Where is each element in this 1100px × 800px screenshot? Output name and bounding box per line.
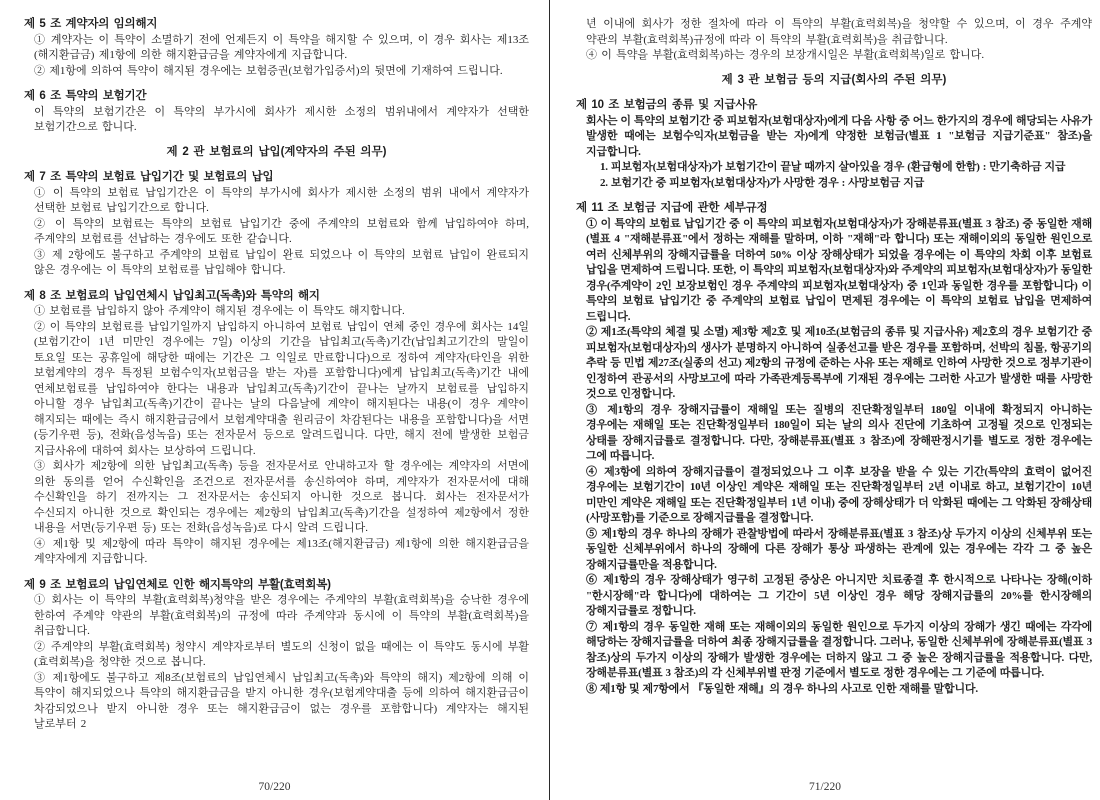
article-heading-10: 제 10 조 보험금의 종류 및 지급사유 [576,99,758,111]
article-heading-11: 제 11 조 보험금 지급에 관한 세부규정 [576,202,768,214]
paragraph: ③ 제1항에도 불구하고 제8조(보험료의 납입연체시 납입최고(독촉)와 특약의 해지) 제2항에 의해 이 특약이 해지되었으나 특약의 해지환급금을 받지 아니한 경우(보험계약대출 등에 의하여 해지환급금이 차감되었으나 받지 아니한 경우 또는 해지환급금이 없는 경우를 포함합니다) 계약자는 해지된 날로부터 2 [34,671,529,730]
list-item: 1. 피보험자(보험대상자)가 보험기간이 끝날 때까지 살아있을 경우 (환급형에 한함) : 만기축하금 지급 [600,161,1066,173]
article-heading-7: 제 7 조 특약의 보험료 납입기간 및 보험료의 납입 [24,171,274,183]
paragraph: 이 특약의 보험기간은 이 특약의 부가시에 회사가 제시한 소정의 범위내에서 계약자가 선택한 보험기간으로 합니다. [34,105,529,133]
paragraph: ③ 회사가 제2항에 의한 납입최고(독촉) 등을 전자문서로 안내하고자 할 경우에는 계약자의 서면에 의한 동의를 얻어 수신확인을 조건으로 전자문서를 송신하여야 하며, 계약자가 전자문서에 대해 수신확인을 하기 전까지는 그 전자문서는 송신되지 아니한 것으로 봅니다. 회사는 전자문서가 수신되지 아니한 것으로 확인되는 경우에는 제2항의 납입최고(독촉)기간을 설정하여 제2항에서 정한 내용을 서면(등기우편 등) 또는 전화(음성녹음)로 다시 알려 드립니다. [34,460,529,534]
paragraph: ① 계약자는 이 특약이 소멸하기 전에 언제든지 이 특약을 해지할 수 있으며, 이 경우 회사는 제13조(해지환급금) 제1항에 의한 해지환급금을 계약자에게 지급합니다. [34,33,529,61]
paragraph-continuation: 년 이내에 회사가 정한 절차에 따라 이 특약의 부활(효력회복)을 청약할 수 있으며, 이 경우 주계약 약관의 부활(효력회복)규정에 따라 이 특약의 부활(효력회복)을 취급합니다. [586,18,1092,46]
paragraph: ① 이 특약의 보험료 납입기간은 이 특약의 부가시에 회사가 제시한 소정의 범위 내에서 계약자가 선택한 보험료 납입기간으로 합니다. [34,186,529,214]
paragraph: ③ 제1항의 경우 장해지급률이 재해일 또는 질병의 진단확정일부터 180일 이내에 확정되지 아니하는 경우에는 재해일 또는 진단확정일부터 180일이 되는 날의 의사 진단에 기초하여 고정될 것으로 인정되는 상태를 장해지급률로 결정합니다. 다만, 장해분류표(별표 3 참조)에 장해판정시기를 별도로 정한 경우에는 그에 따릅니다. [586,403,1092,462]
paragraph: ③ 제 2항에도 불구하고 주계약의 보험료 납입이 완료 되었으나 이 특약의 보험료 납입이 완료되지 않은 경우에는 이 특약의 보험료를 납입해야 합니다. [34,248,529,276]
article-heading-6: 제 6 조 특약의 보험기간 [24,90,147,102]
paragraph: ⑥ 제1항의 경우 장해상태가 영구히 고정된 증상은 아니지만 치료종결 후 한시적으로 나타나는 장해(이하 "한시장해"라 합니다)에 대하여는 그 기간이 5년 이상인 경우 해당 장해지급률의 20%를 한시장해의 장해지급률로 정합니다. [586,574,1092,617]
paragraph: ④ 제1항 및 제2항에 따라 특약이 해지된 경우에는 제13조(해지환급금) 제1항에 의한 해지환급금을 계약자에게 지급합니다. [34,537,529,565]
paragraph: ④ 제3항에 의하여 장해지급률이 결정되었으나 그 이후 보장을 받을 수 있는 기간(특약의 효력이 없어진 경우에는 보험기간이 10년 이상인 계약은 재해일 또는 진단확정일부터 2년 이내로 하고, 보험기간이 10년 미만인 계약은 재해일 또는 진단확정일부터 1년 이내) 중에 장해상태가 더 악화된 때에는 그 악화된 장해상태(사망포함)를 기준으로 장해지급률을 결정합니다. [586,465,1092,524]
paragraph: ⑧ 제1항 및 제7항에서 『동일한 재해』의 경우 하나의 사고로 인한 재해를 말합니다. [586,682,978,695]
article-heading-9: 제 9 조 보험료의 납입연체로 인한 해지특약의 부활(효력회복) [24,578,331,591]
part-heading-3: 제 3 관 보험금 등의 지급(회사의 주된 의무) [721,73,947,86]
part-heading-2: 제 2 관 보험료의 납입(계약자의 주된 의무) [166,145,387,158]
paragraph: ② 이 특약의 보험료를 납입기일까지 납입하지 아니하여 보험료 납입이 연체 중인 경우에 회사는 14일(보험기간이 1년 미만인 경우에는 7일) 이상의 기간을 납입최고(독촉)기간(납입최고기간의 말일이 토요일 또는 공휴일에 해당한 때에는 기간은 그 익일로 만료합니다)으로 정하여 계약자(타인을 위한 보험계약의 경우 특정된 보험수익자(보험금을 받는 자)를 포함합니다)에게 납입최고(독촉)기간 내에 연체보험료를 납입하여야 한다는 내용과 납입최고(독촉)기간이 끝나는 날까지 보험료를 납입하지 아니할 경우 납입최고(독촉)기간이 끝나는 날의 다음날에 계약이 해지된다는 내용(이 경우 계약이 해지되는 때에는 즉시 해지환급금에서 보험계약대출 원리금이 차감된다는 내용을 포함합니다)을 서면(등기우편 등), 전화(음성녹음) 또는 전자문서 등으로 알려드립니다. 다만, 해지 전에 발생한 보험금 지급사유에 대하여 회사는 보상하여 드립니다. [34,320,529,457]
list-item: 2. 보험기간 중 피보험자(보험대상자)가 사망한 경우 : 사망보험금 지급 [600,176,925,189]
paragraph: 회사는 이 특약의 보험기간 중 피보험자(보험대상자)에게 다음 사항 중 어느 한가지의 경우에 해당되는 사유가 발생한 때에는 보험수익자(보험금을 받는 자)에게 약정한 보험금(별표 1 "보험금 지급기준표" 참조)을 지급합니다. [586,114,1092,158]
article-heading-5: 제 5 조 계약자의 임의해지 [24,18,158,30]
paragraph: ① 회사는 이 특약의 부활(효력회복)청약을 받은 경우에는 주계약의 부활(효력회복)을 승낙한 경우에 한하여 주계약 약관의 부활(효력회복)의 규정에 따라 주계약과 동시에 이 특약의 부활(효력회복)을 취급합니다. [34,594,529,637]
paragraph: ② 제1조(특약의 체결 및 소멸) 제3항 제2호 및 제10조(보험금의 종류 및 지급사유) 제2호의 경우 보험기간 중 피보험자(보험대상자)의 생사가 분명하지 아니하여 실종선고를 받은 경우를 포함하며, 선박의 침몰, 항공기의 추락 등 민법 제27조(실종의 선고) 제2항의 규정에 준하는 사유 또는 재해로 인하여 사망한 것으로 정부기관이 인정하여 관공서의 사망보고에 따라 가족관계등록부에 기재된 경우에는 그러한 사고가 발생한 때를 사망한 것으로 인정합니다. [586,326,1092,400]
paragraph: ② 제1항에 의하여 특약이 해지된 경우에는 보험증권(보험가입증서)의 뒷면에 기재하여 드립니다. [34,64,503,77]
paragraph: ⑤ 제1항의 경우 하나의 장해가 관찰방법에 따라서 장해분류표(별표 3 참조)상 두가지 이상의 신체부위 또는 동일한 신체부위에서 하나의 장해에 다른 장해가 통상 파생하는 관계에 있는 경우에는 각각 그 중 높은 장해지급률만을 적용합니다. [586,527,1092,571]
page-right [550,0,1100,800]
article-heading-8: 제 8 조 보험료의 납입연체시 납입최고(독촉)와 특약의 해지 [24,289,320,302]
paragraph: ② 이 특약의 보험료는 특약의 보험료 납입기간 중에 주계약의 보험료와 함께 납입하여야 하며, 주계약의 보험료를 선납하는 경우에도 또한 같습니다. [34,217,529,245]
paragraph: ① 이 특약의 보험료 납입기간 중 이 특약의 피보험자(보험대상자)가 장해분류표(별표 3 참조) 중 동일한 재해(별표 4 "재해분류표"에서 정하는 재해를 말하며, 이하 "재해"라 합니다) 또는 재해이외의 동일한 원인으로 여러 신체부위의 장해지급률을 더하여 50% 이상 장해상태가 되었을 경우에는 이 특약의 차회 이후 보험료 납입을 면제하여 드립니다. 또한, 이 특약의 피보험자(보험대상자)와 주계약의 피보험자(보험대상자)가 동일한 경우(주계약이 2인 보장보험인 경우 주계약의 피보험자(보험대상자) 중 1인과 동일한 경우를 포함합니다) 이 특약의 보험료 납입기간 중 주계약의 보험료 납입이 면제된 경우에는 이 특약의 보험료 납입을 면제하여 드립니다. [586,217,1092,323]
paragraph: ② 주계약의 부활(효력회복) 청약시 계약자로부터 별도의 신청이 없을 때에는 이 특약도 동시에 부활(효력회복)을 청약한 것으로 봅니다. [34,640,529,668]
page-number-left: 70/220 [258,781,291,793]
page-number-right: 71/220 [809,781,841,793]
paragraph: ④ 이 특약을 부활(효력회복)하는 경우의 보장개시일은 부활(효력회복)일로 합니다. [586,49,985,61]
paragraph: ① 보험료를 납입하지 않아 주계약이 해지된 경우에는 이 특약도 해지합니다. [34,305,405,317]
paragraph: ⑦ 제1항의 경우 동일한 재해 또는 재해이외의 동일한 원인으로 두가지 이상의 장해가 생긴 때에는 각각에 해당하는 장해지급률을 더하여 최종 장해지급률을 결정합니다. 그러나, 동일한 신체부위에 장해분류표(별표 3 참조)상의 두가지 이상의 장해가 발생한 경우에는 더하지 않고 그 중 높은 장해지급률을 적용합니다. 다만, 장해분류표(별표 3 참조)의 각 신체부위별 판정 기준에서 별도로 정한 경우에는 그 기준에 따릅니다. [586,620,1092,679]
